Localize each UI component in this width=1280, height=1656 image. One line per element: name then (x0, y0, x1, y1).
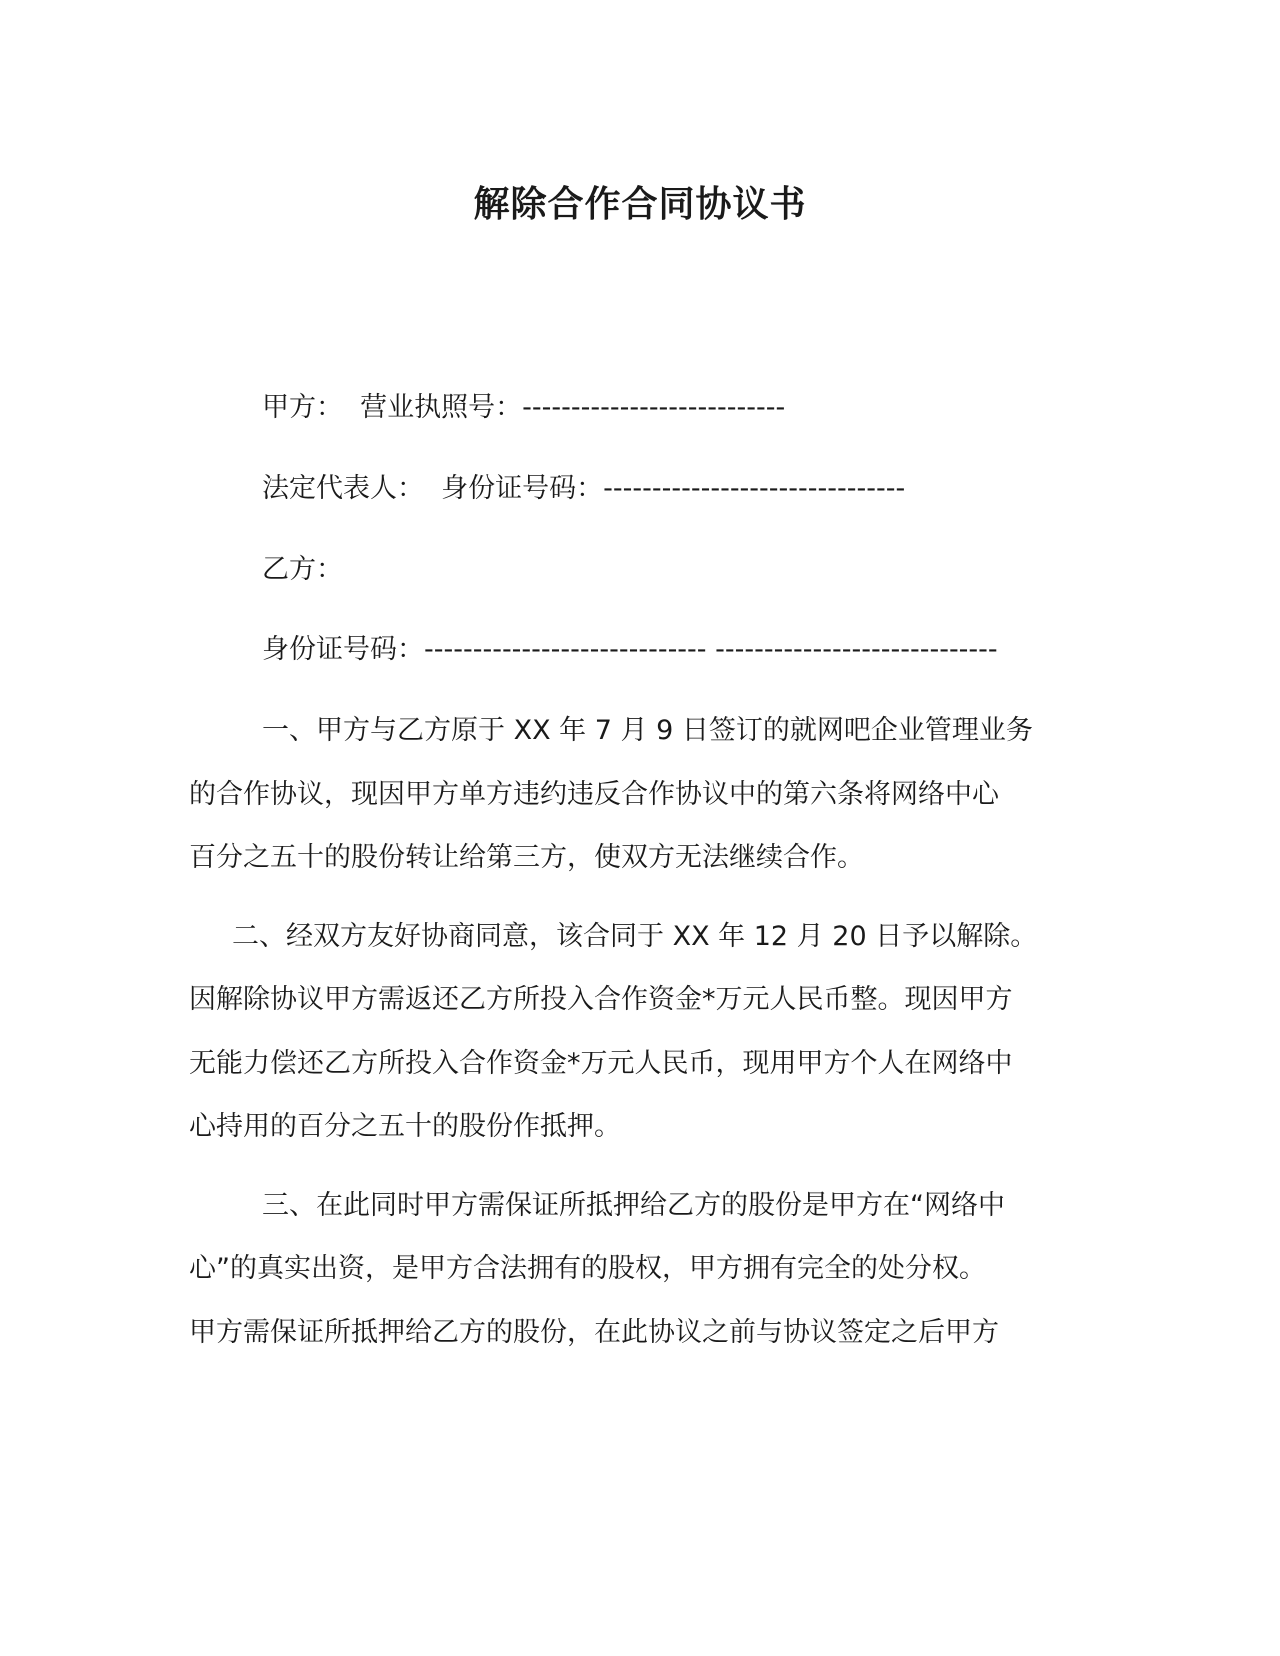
clause-1-line: 一、甲方与乙方原于 XX 年 7 月 9 日签订的就网吧企业管理业务 (262, 715, 1033, 746)
document-title: 解除合作合同协议书 (473, 184, 807, 225)
clause-1-line: 百分之五十的股份转让给第三方，使双方无法继续合作。 (189, 842, 864, 873)
clause-3-line: 甲方需保证所抵押给乙方的股份，在此协议之前与协议签定之后甲方 (189, 1317, 999, 1348)
id-number-line: 身份证号码：----------------------------- ----------------------------- (262, 634, 998, 665)
clause-2-line: 心持用的百分之五十的股份作抵押。 (189, 1111, 621, 1142)
clause-2-line: 二、经双方友好协商同意，该合同于 XX 年 12 月 20 日予以解除。 (232, 921, 1038, 952)
clause-1-line: 的合作协议，现因甲方单方违约违反合作协议中的第六条将网络中心 (189, 779, 999, 810)
clause-2-line: 无能力偿还乙方所投入合作资金*万元人民币，现用甲方个人在网络中 (189, 1048, 1013, 1079)
party-b-line: 乙方： (262, 554, 343, 585)
legal-rep-line: 法定代表人： 身份证号码：------------------------------- (262, 473, 906, 504)
clause-3-line: 心”的真实出资，是甲方合法拥有的股权，甲方拥有完全的处分权。 (189, 1253, 986, 1284)
party-a-line: 甲方： 营业执照号：--------------------------- (262, 392, 786, 423)
clause-3-line: 三、在此同时甲方需保证所抵押给乙方的股份是甲方在“网络中 (262, 1190, 1005, 1221)
clause-2-line: 因解除协议甲方需返还乙方所投入合作资金*万元人民币整。现因甲方 (189, 984, 1013, 1015)
